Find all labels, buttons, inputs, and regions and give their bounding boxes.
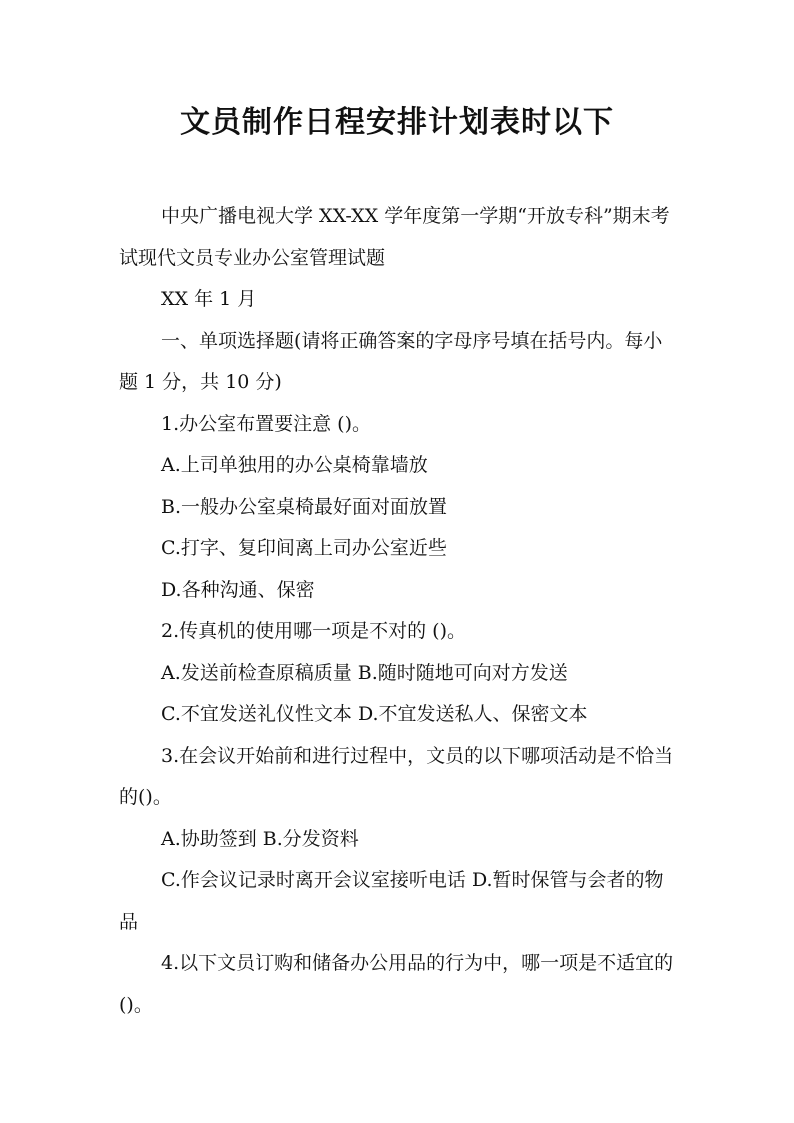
paragraph-date: XX 年 1 月 (161, 288, 257, 310)
question-1-option-b: B.一般办公室桌椅最好面对面放置 (161, 495, 448, 518)
document-body (119, 196, 679, 1026)
question-3-options-cd: C.作会议记录时离开会议室接听电话 D.暂时保管与会者的物品 (119, 869, 664, 933)
document-title: 文员制作日程安排计划表时以下 (180, 105, 614, 140)
question-1: 1.办公室布置要注意 ()。 (161, 412, 371, 435)
question-1-option-d: D.各种沟通、保密 (161, 578, 315, 601)
paragraph-section-heading: 一、单项选择题(请将正确答案的字母序号填在括号内。每小题 1 分，共 10 分) (119, 329, 663, 393)
question-4: 4.以下文员订购和储备办公用品的行为中，哪一项是不适宜的()。 (119, 952, 674, 1016)
question-1-option-a: A.上司单独用的办公桌椅靠墙放 (161, 454, 428, 476)
question-3-options-ab: A.协助签到 B.分发资料 (161, 827, 359, 850)
paragraph-course-info: 中央广播电视大学 XX-XX 学年度第一学期“开放专科”期末考试现代文员专业办公室管理试题 (119, 205, 670, 269)
question-2-options-ab: A.发送前检查原稿质量 B.随时随地可向对方发送 (161, 661, 568, 684)
question-3: 3.在会议开始前和进行过程中，文员的以下哪项活动是不恰当的()。 (119, 744, 674, 808)
question-1-option-c: C.打字、复印间离上司办公室近些 (161, 537, 447, 559)
question-2-options-cd: C.不宜发送礼仪性文本 D.不宜发送私人、保密文本 (161, 703, 588, 725)
question-2: 2.传真机的使用哪一项是不对的 ()。 (161, 620, 466, 642)
